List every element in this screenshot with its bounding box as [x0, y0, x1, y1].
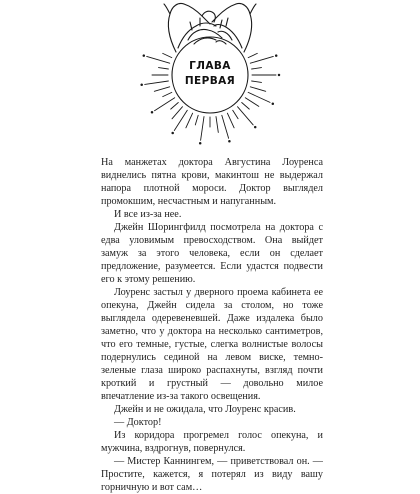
sun-ray: [242, 103, 250, 110]
ray-dot: [199, 143, 201, 145]
ray-dot: [172, 132, 174, 134]
chapter-title: [160, 59, 260, 89]
sun-ray: [222, 115, 229, 138]
paragraph: Джейн и не ожидала, что Лоуренс красив.: [114, 404, 296, 415]
sun-ray: [216, 117, 218, 133]
sun-ray: [163, 92, 172, 96]
ray-dot: [151, 112, 153, 114]
sun-ray: [233, 110, 238, 118]
paragraph: На манжетах доктора Августина Лоуренса виднелись пятна крови, макинтош не выдержал напора плотной мороси. Доктор выглядел промокшим, несчастным и напуганным.: [101, 157, 323, 207]
paragraph: И все из-за нее.: [114, 209, 182, 220]
ray-dot: [229, 140, 231, 142]
chapter-body-text: [101, 156, 323, 494]
paragraph: — Мистер Каннингем, — приветствовал он. — Простите, кажется, я потерял из виду вашу горничную и вот сам…: [101, 456, 323, 493]
hands-icon: [164, 3, 256, 52]
sun-ray: [163, 53, 172, 57]
sun-ray: [172, 107, 183, 119]
ray-dot: [254, 126, 256, 128]
sun-ray: [248, 53, 257, 57]
sun-ray: [195, 115, 198, 125]
ray-dot: [272, 103, 274, 105]
sun-ray: [238, 107, 254, 125]
ray-dot: [141, 84, 143, 86]
paragraph: Лоуренс застыл у дверного проема кабинета ее опекуна, Джейн сидела за столом, но тоже выглядела одеревеневшей. Даже издалека было заметно, что у доктора на несколько сантиметров, что его темные, густые, слегка волнистые волосы подернулись сединой на левом виске, темно-зеленые глаза широко распахнуты, взгляд почти кроткий и грустный — довольно милое впечатление из-за такого освещения.: [101, 287, 323, 402]
sun-ray: [248, 92, 270, 102]
paragraph: — Доктор!: [114, 417, 162, 428]
paragraph: Джейн Шорингфилд посмотрела на доктора с едва уловимым превосходством. Она выйдет замуж за этого человека, если он сделает предложение, разумеется. Если удастся подвести его к этому решению.: [101, 222, 323, 285]
sun-ray: [245, 98, 258, 107]
sun-ray: [186, 113, 193, 128]
ray-dot: [275, 55, 277, 57]
ray-dot: [278, 74, 280, 76]
paragraph: Из коридора прогремел голос опекуна, и мужчина, вздрогнув, повернулся.: [101, 430, 323, 454]
chapter-label-line1: ГЛАВА: [189, 60, 231, 72]
ray-dot: [143, 55, 145, 57]
sun-ray: [227, 113, 234, 128]
chapter-label-line2: ПЕРВАЯ: [184, 75, 236, 87]
sun-ray: [171, 103, 179, 110]
sun-ray: [201, 117, 204, 141]
